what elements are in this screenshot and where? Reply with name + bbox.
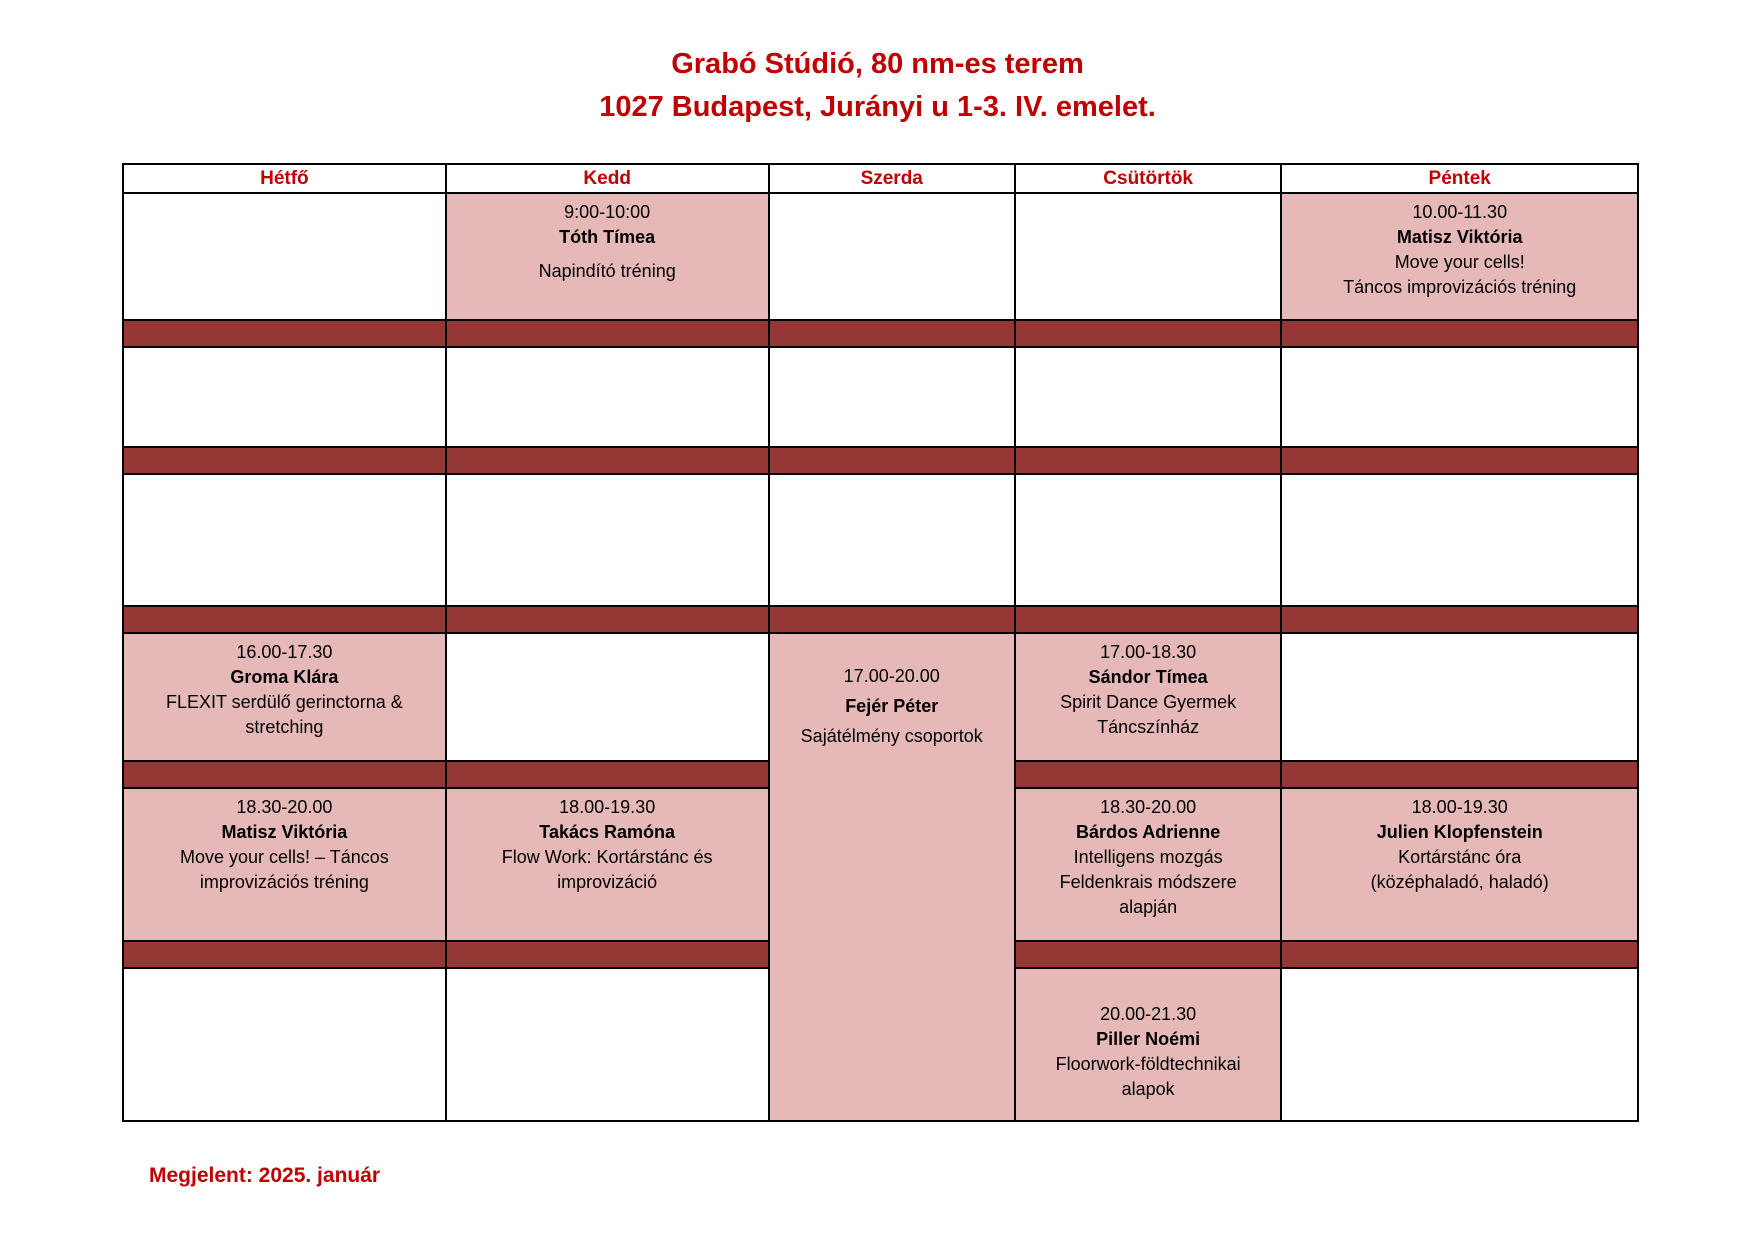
day-header-row xyxy=(123,164,1638,193)
empty-cell xyxy=(769,193,1015,320)
event-instructor: Sándor Tímea xyxy=(1088,667,1208,687)
day-header-tuesday: Kedd xyxy=(446,164,769,193)
event-cell-thursday-evening xyxy=(1015,788,1282,941)
event-description: Napindító tréning xyxy=(538,261,676,281)
day-header-thursday: Csütörtök xyxy=(1015,164,1282,193)
event-description: Flow Work: Kortárstánc és xyxy=(501,847,713,867)
event-time: 20.00-21.30 xyxy=(1100,1004,1197,1024)
slot-row-3 xyxy=(123,474,1638,606)
event-instructor: Julien Klopfenstein xyxy=(1376,822,1543,842)
day-header-monday: Hétfő xyxy=(123,164,446,193)
event-cell-monday-evening xyxy=(123,788,446,941)
event-cell-monday-afternoon xyxy=(123,633,446,761)
event-description: improvizációs tréning xyxy=(199,872,369,892)
day-header-friday: Péntek xyxy=(1281,164,1638,193)
separator-row xyxy=(123,320,1638,347)
empty-cell xyxy=(446,968,769,1121)
event-description: Intelligens mozgás xyxy=(1073,847,1223,867)
event-cell-tuesday-evening xyxy=(446,788,769,941)
event-instructor: Fejér Péter xyxy=(845,696,939,716)
event-description: Floorwork-földtechnikai xyxy=(1055,1054,1241,1074)
event-description: alapján xyxy=(1119,897,1178,917)
event-instructor: Matisz Viktória xyxy=(221,822,348,842)
event-cell-thursday-late xyxy=(1015,968,1282,1121)
event-cell-tuesday-morning xyxy=(446,193,769,320)
event-instructor: Tóth Tímea xyxy=(559,227,656,247)
page-subtitle-address: 1027 Budapest, Jurányi u 1-3. IV. emelet. xyxy=(599,91,1156,123)
weekly-schedule-table xyxy=(122,163,1639,1122)
event-time: 9:00-10:00 xyxy=(564,202,651,222)
event-time: 10.00-11.30 xyxy=(1412,202,1508,222)
event-instructor: Matisz Viktória xyxy=(1396,227,1523,247)
event-time: 18.30-20.00 xyxy=(1100,797,1197,817)
event-time: 18.00-19.30 xyxy=(559,797,656,817)
event-cell-wednesday-evening xyxy=(769,633,1015,1121)
event-description: Sajátélmény csoportok xyxy=(800,726,983,746)
event-description: Spirit Dance Gyermek xyxy=(1060,692,1237,712)
event-description: Táncos improvizációs tréning xyxy=(1343,277,1577,297)
separator-row xyxy=(123,447,1638,474)
event-time: 18.00-19.30 xyxy=(1411,797,1508,817)
event-cell-thursday-afternoon xyxy=(1015,633,1282,761)
event-cell-friday-morning xyxy=(1281,193,1638,320)
page-title: Grabó Stúdió, 80 nm-es terem xyxy=(671,48,1084,80)
event-description: (középhaladó, haladó) xyxy=(1370,872,1549,892)
event-description: Kortárstánc óra xyxy=(1398,847,1522,867)
event-time: 17.00-18.30 xyxy=(1100,642,1197,662)
empty-cell xyxy=(1281,968,1638,1121)
event-instructor: Takács Ramóna xyxy=(539,822,676,842)
slot-row-4 xyxy=(123,633,1638,761)
event-time: 17.00-20.00 xyxy=(843,666,940,686)
event-description: Feldenkrais módszere xyxy=(1059,872,1237,892)
empty-cell xyxy=(1281,633,1638,761)
event-description: alapok xyxy=(1121,1079,1175,1099)
event-time: 18.30-20.00 xyxy=(236,797,333,817)
empty-cell xyxy=(123,968,446,1121)
event-description: improvizáció xyxy=(557,872,658,892)
slot-row-2 xyxy=(123,347,1638,447)
event-instructor: Bárdos Adrienne xyxy=(1075,822,1221,842)
empty-cell xyxy=(123,193,446,320)
event-instructor: Groma Klára xyxy=(230,667,339,687)
event-cell-friday-evening xyxy=(1281,788,1638,941)
event-description: Táncszínház xyxy=(1097,717,1200,737)
empty-cell xyxy=(1015,193,1282,320)
day-header-wednesday: Szerda xyxy=(769,164,1015,193)
event-time: 16.00-17.30 xyxy=(236,642,333,662)
event-description: Move your cells! xyxy=(1394,252,1525,272)
event-instructor: Piller Noémi xyxy=(1096,1029,1201,1049)
event-description: stretching xyxy=(245,717,324,737)
empty-cell xyxy=(446,633,769,761)
slot-row-1 xyxy=(123,193,1638,320)
separator-row xyxy=(123,606,1638,633)
event-description: FLEXIT serdülő gerinctorna & xyxy=(165,692,403,712)
published-date: Megjelent: 2025. január xyxy=(149,1164,381,1187)
event-description: Move your cells! – Táncos xyxy=(180,847,389,867)
